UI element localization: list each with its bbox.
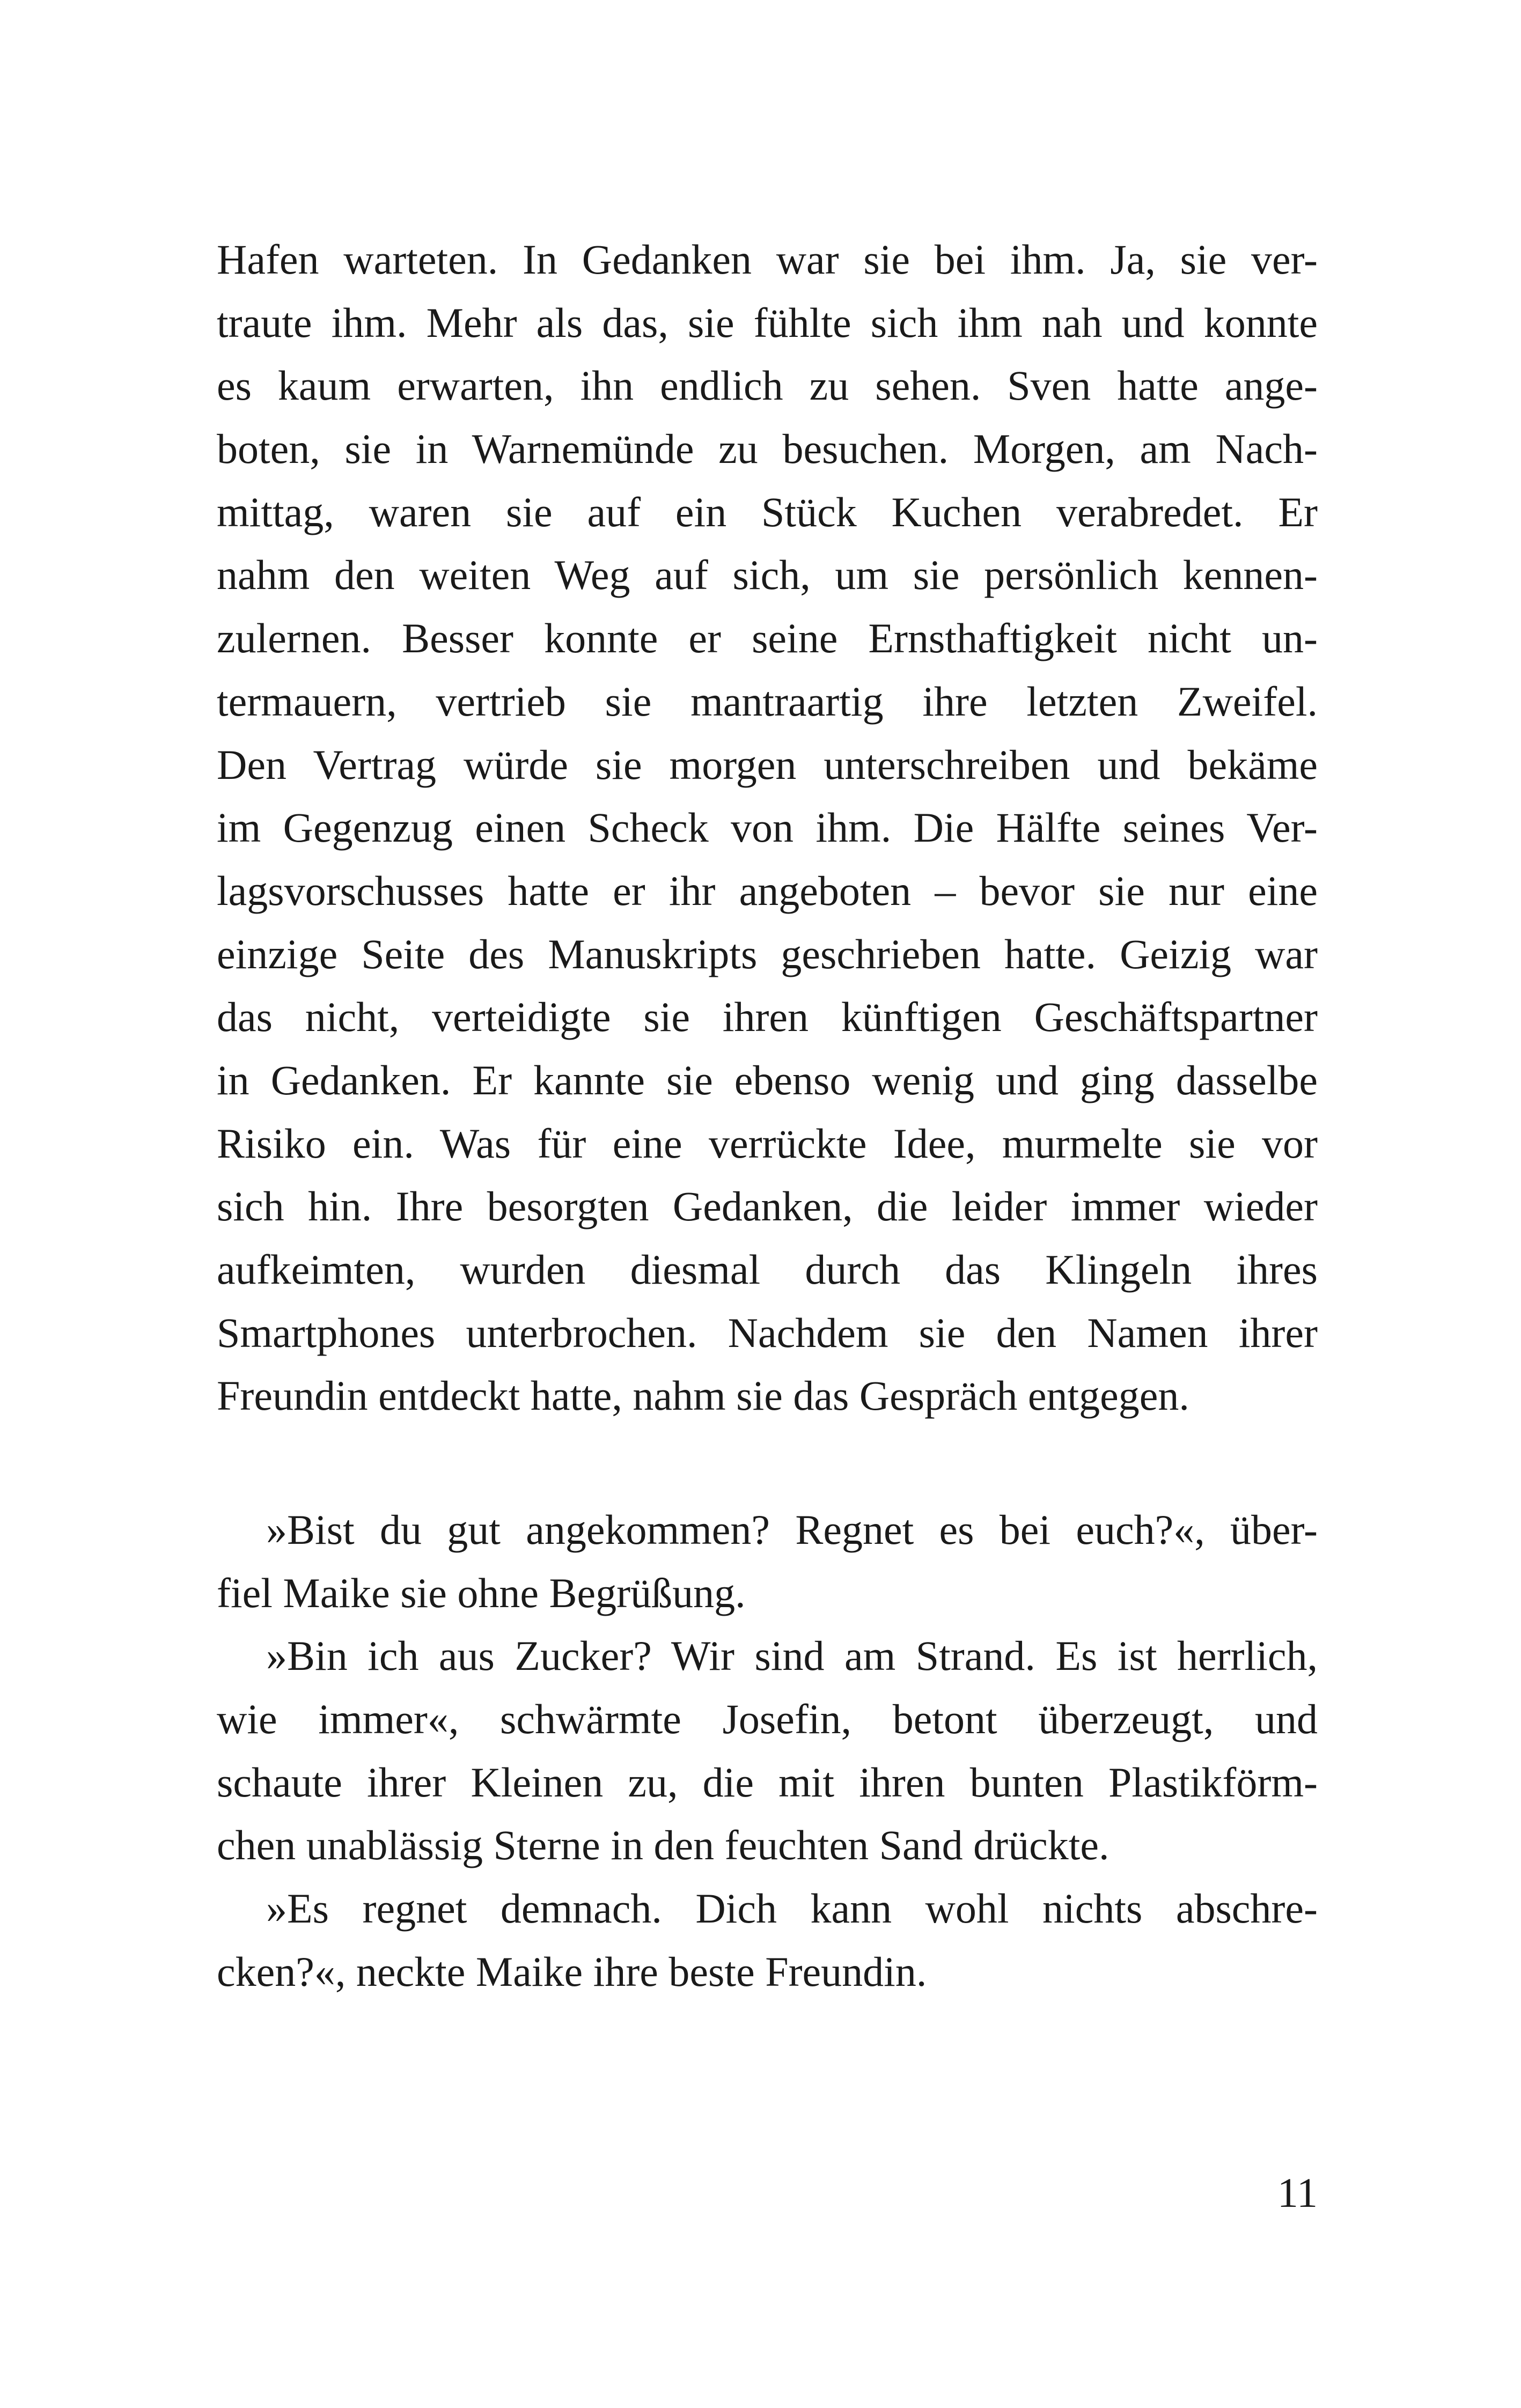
text-line: das nicht, verteidigte sie ihren künftigen Geschäftspartner [217, 993, 1318, 1041]
text-line: aufkeimten, wurden diesmal durch das Klingeln ihres [217, 1246, 1318, 1293]
text-line: Freundin entdeckt hatte, nahm sie das Gespräch entgegen. [217, 1372, 1189, 1419]
text-line: termauern, vertrieb sie mantraartig ihre letzten Zweifel. [217, 678, 1318, 725]
dialogue-line: wie immer«, schwärmte Josefin, betont überzeugt, und [217, 1696, 1318, 1743]
page-number: 11 [1277, 2169, 1318, 2216]
text-line: es kaum erwarten, ihn endlich zu sehen. Sven hatte ange- [217, 362, 1318, 409]
dialogue-line: »Bist du gut angekommen? Regnet es bei euch?«, über- [266, 1506, 1318, 1553]
dialogue-line: fiel Maike sie ohne Begrüßung. [217, 1569, 746, 1616]
paragraph-main [217, 228, 1318, 1427]
text-line: lagsvorschusses hatte er ihr angeboten – bevor sie nur eine [217, 867, 1318, 914]
text-line: mittag, waren sie auf ein Stück Kuchen verabredet. Er [217, 488, 1318, 535]
text-line: zulernen. Besser konnte er seine Ernsthaftigkeit nicht un- [217, 615, 1318, 662]
text-line: Smartphones unterbrochen. Nachdem sie den Namen ihrer [217, 1309, 1318, 1356]
dialogue-line: »Es regnet demnach. Dich kann wohl nichts abschre- [266, 1885, 1318, 1932]
text-line: in Gedanken. Er kannte sie ebenso wenig und ging dasselbe [217, 1056, 1318, 1103]
dialogue-line: cken?«, neckte Maike ihre beste Freundin. [217, 1948, 927, 1995]
text-line: Hafen warteten. In Gedanken war sie bei ihm. Ja, sie ver- [217, 236, 1318, 283]
text-line: einzige Seite des Manuskripts geschrieben hatte. Geizig war [217, 930, 1318, 977]
text-line: traute ihm. Mehr als das, sie fühlte sich ihm nah und konnte [217, 299, 1318, 346]
dialogue-line: »Bin ich aus Zucker? Wir sind am Strand. Es ist herrlich, [266, 1632, 1318, 1680]
text-line: sich hin. Ihre besorgten Gedanken, die leider immer wieder [217, 1183, 1318, 1230]
dialogue-line: schaute ihrer Kleinen zu, die mit ihren bunten Plastikförm- [217, 1758, 1318, 1806]
dialogue-section [217, 1498, 1318, 2004]
text-line: im Gegenzug einen Scheck von ihm. Die Hälfte seines Ver- [217, 804, 1318, 851]
text-line: boten, sie in Warnemünde zu besuchen. Morgen, am Nach- [217, 425, 1318, 473]
dialogue-line: chen unablässig Sterne in den feuchten Sand drückte. [217, 1822, 1109, 1869]
text-line: Den Vertrag würde sie morgen unterschreiben und bekäme [217, 741, 1318, 788]
text-line: nahm den weiten Weg auf sich, um sie persönlich kennen- [217, 551, 1318, 599]
text-line: Risiko ein. Was für eine verrückte Idee, murmelte sie vor [217, 1120, 1318, 1167]
